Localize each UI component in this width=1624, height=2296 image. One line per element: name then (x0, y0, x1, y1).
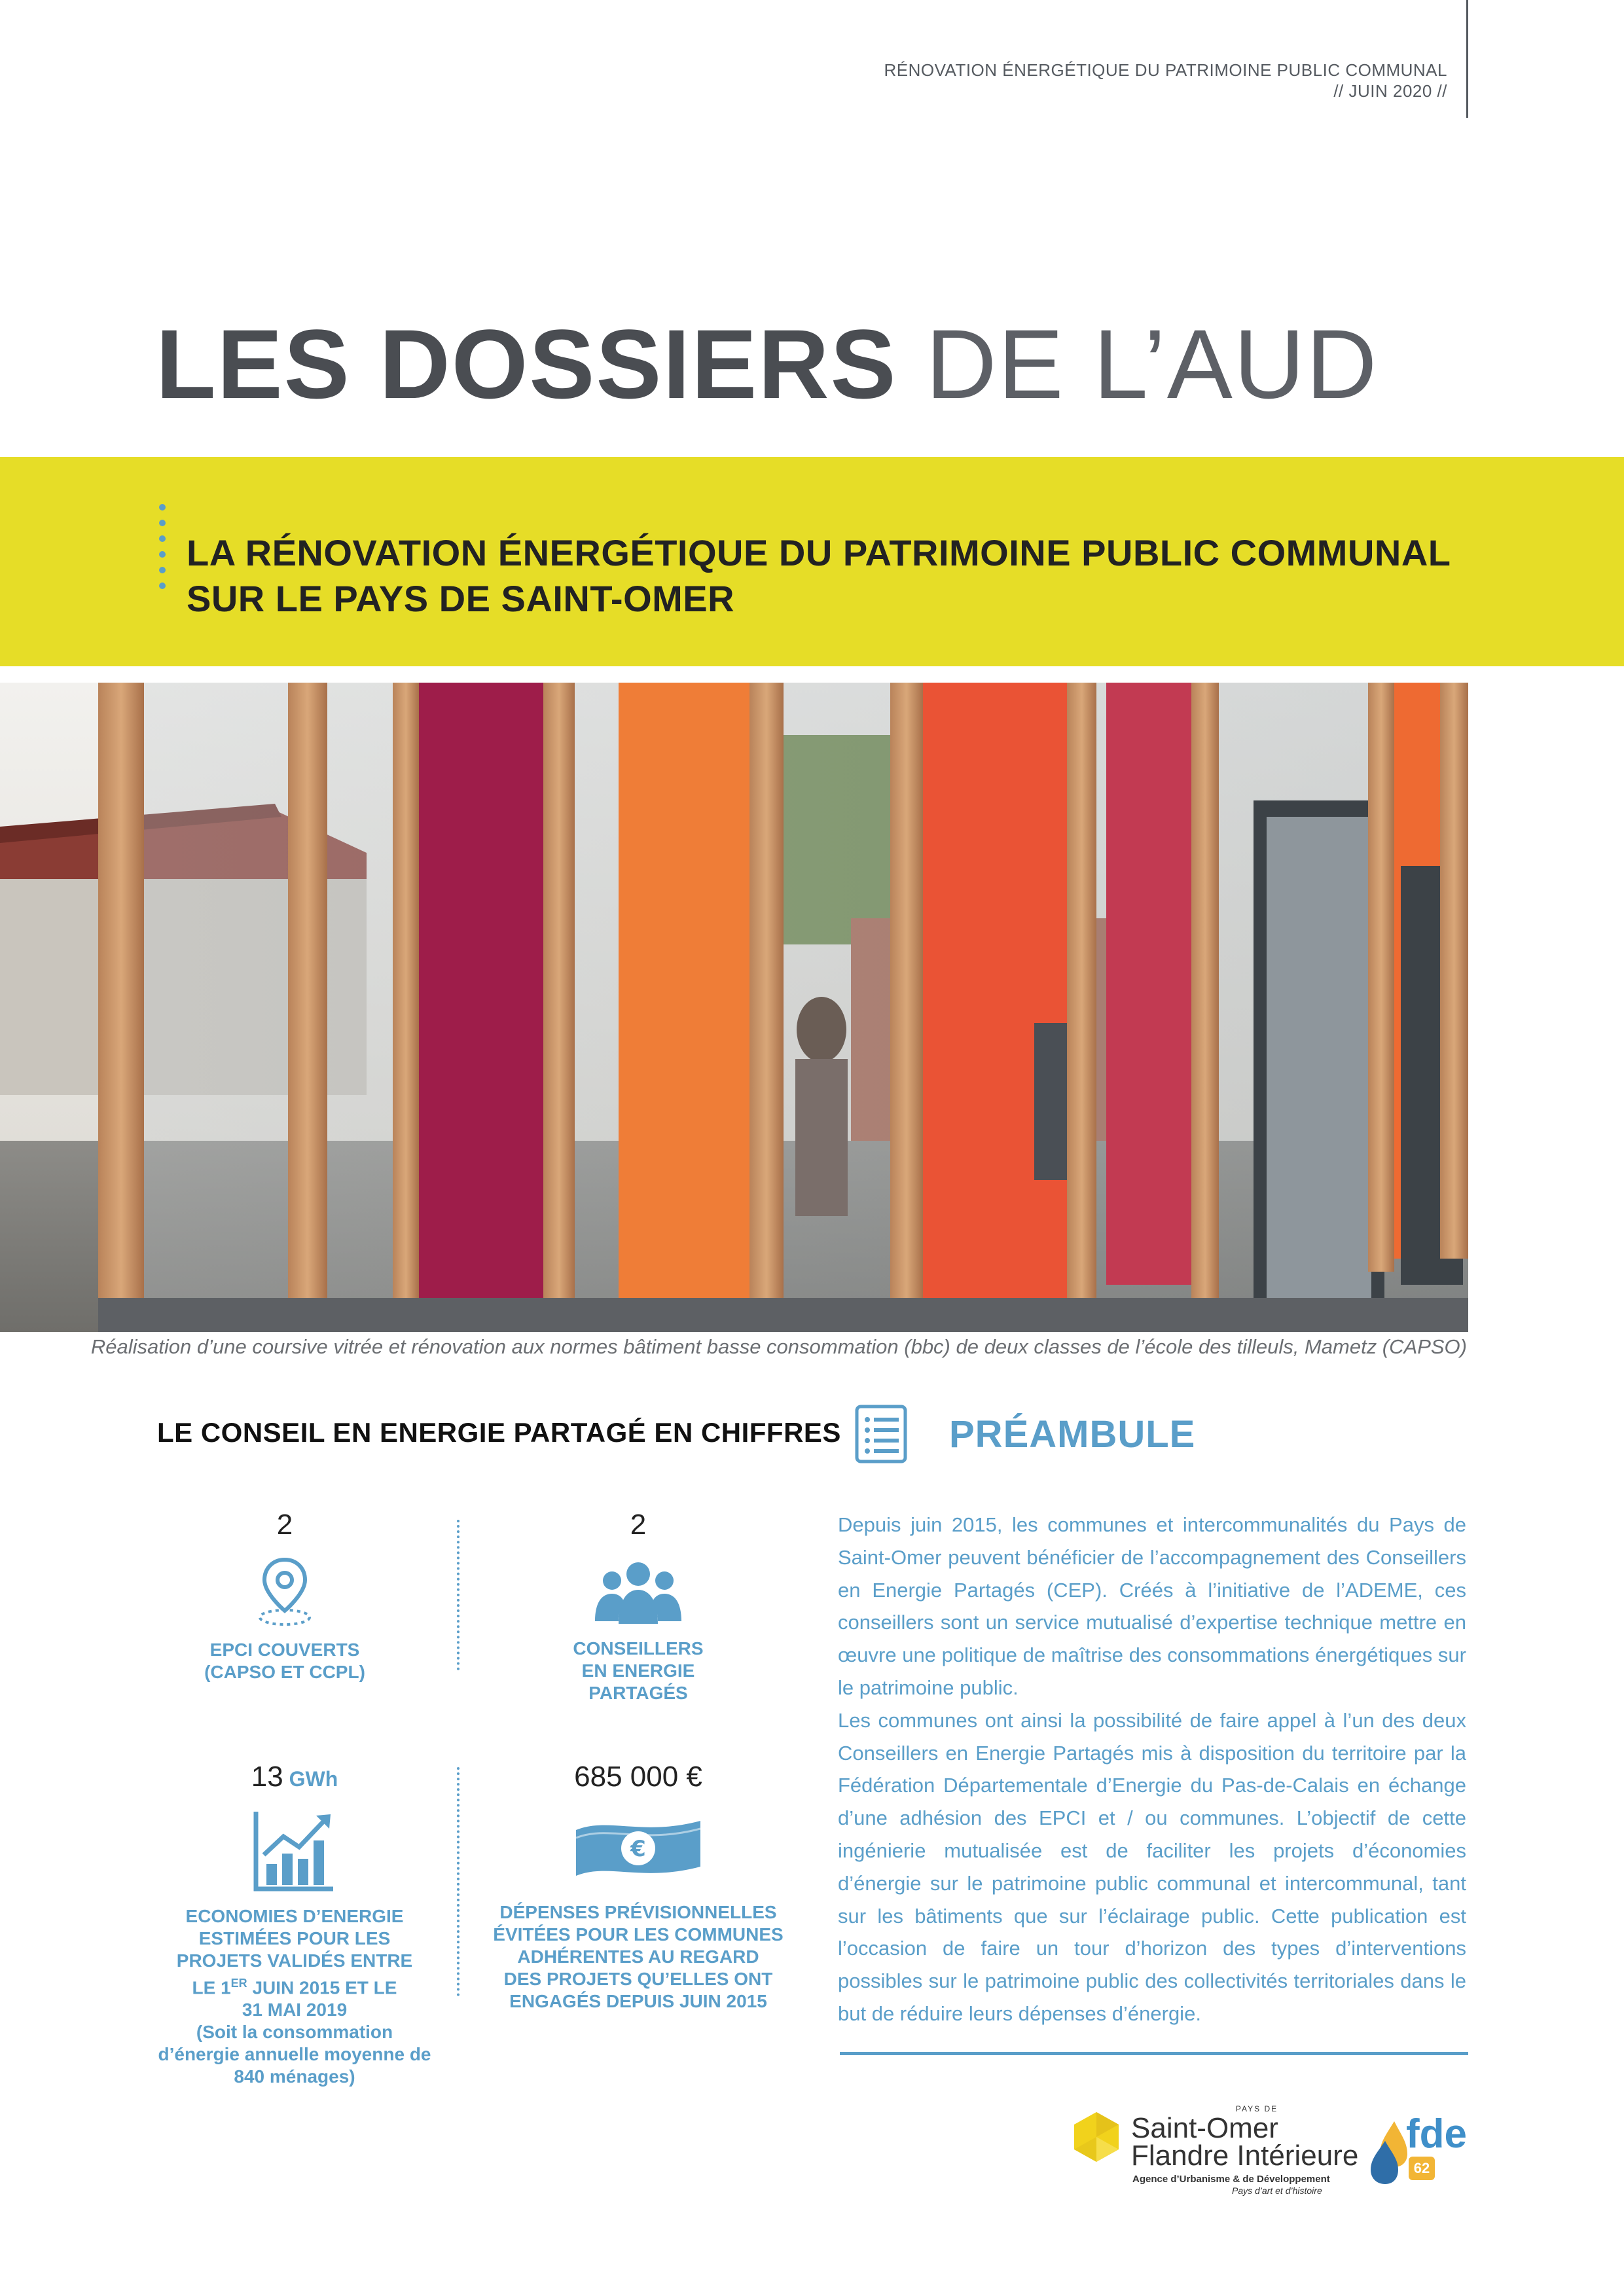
photo-caption: Réalisation d’une coursive vitrée et rénovation aux normes bâtiment basse consommation (bbc) de deux classes de l’école des tilleuls, Mametz (CAPSO) (90, 1335, 1467, 1358)
page-title-bold: LES DOSSIERS (156, 309, 897, 419)
stats-separator-bottom (457, 1767, 460, 1996)
stat-epci (180, 1509, 389, 1683)
stat-value: 2 (630, 1509, 647, 1541)
growth-chart-icon (151, 1808, 439, 1896)
header-date: // JUIN 2020 // (1333, 81, 1447, 101)
document-list-icon (854, 1404, 908, 1467)
preamble-rule (840, 2052, 1468, 2055)
stat-value: 685 000 € (574, 1761, 702, 1793)
preamble-paragraph-1: Depuis juin 2015, les communes et intercommunalités du Pays de Saint-Omer peuvent bénéficier de l’accompagnement des Conseillers en Energie Partagés (CEP). Créés à l’initiative de l’ADEME, ces conseillers sont un service mutualisé d’expertise technique mettre en œuvre une politique de maîtrise des consommations énergétiques sur le patrimoine public. (838, 1513, 1466, 1699)
stat-label: EPCI COUVERTS (CAPSO ET CCPL) (204, 1640, 365, 1682)
page-title-light: DE L’AUD (897, 309, 1379, 419)
euro-banknote-icon (481, 1810, 795, 1892)
preamble-text (838, 1509, 1466, 2030)
stats-title: LE CONSEIL EN ENERGIE PARTAGÉ EN CHIFFRES (157, 1417, 841, 1448)
stat-label: DÉPENSES PRÉVISIONNELLES ÉVITÉES POUR LES COMMUNES ADHÉRENTES AU REGARD DES PROJETS QU’ELLES ONT ENGAGÉS DEPUIS JUIN 2015 (493, 1902, 784, 2011)
header-rule (1466, 0, 1468, 118)
stat-label: CONSEILLERS EN ENERGIE PARTAGÉS (573, 1638, 704, 1703)
stat-conseillers (527, 1509, 749, 1704)
stat-depenses (481, 1761, 795, 2013)
stats-separator-top (457, 1520, 460, 1670)
header-doc-title: RÉNOVATION ÉNERGÉTIQUE DU PATRIMOINE PUBLIC COMMUNAL (884, 60, 1447, 80)
map-pin-icon (180, 1556, 389, 1631)
page-title (156, 308, 1379, 421)
preamble-paragraph-2: Les communes ont ainsi la possibilité de faire appel à l’un des deux Conseillers en Energie Partagés mis à disposition du territoire par la Fédération Départementale d’Energie du Pas-de-Calais en échange d’une adhésion des EPCI et / ou communes. L’objectif de cette ingénierie mutualisée est de faciliter les projets d’économies d’énergie sur le patrimoine public communal et intercommunal, tant sur les bâtiments que sur l’éclairage public. Cette publication est l’occasion de faire un tour d’horizon des types d’interventions possibles sur le patrimoine public des collectivités territoriales dans le but de réduire leurs dépenses d’énergie. (838, 1708, 1466, 2025)
dotted-marker (159, 504, 167, 598)
users-group-icon (527, 1556, 749, 1631)
school-facade-photo (0, 683, 1468, 1332)
svg-text:€: € (630, 1836, 646, 1862)
stat-economies (151, 1761, 439, 2088)
stat-value: 13 GWh (251, 1761, 338, 1793)
stat-label: ECONOMIES D’ENERGIE ESTIMÉES POUR LES PROJETS VALIDÉS ENTRE LE 1ER JUIN 2015 ET LE 31 MAI 2019 (Soit la consommation d’énergie annuelle moyenne de 840 ménages) (158, 1906, 431, 2087)
subtitle-line-2: SUR LE PAYS DE SAINT-OMER (187, 578, 735, 619)
subtitle-line-1: LA RÉNOVATION ÉNERGÉTIQUE DU PATRIMOINE PUBLIC COMMUNAL (187, 532, 1451, 573)
stat-value: 2 (276, 1509, 293, 1541)
preamble-title: PRÉAMBULE (949, 1413, 1196, 1456)
hexagon-logo-icon (1070, 2111, 1123, 2163)
